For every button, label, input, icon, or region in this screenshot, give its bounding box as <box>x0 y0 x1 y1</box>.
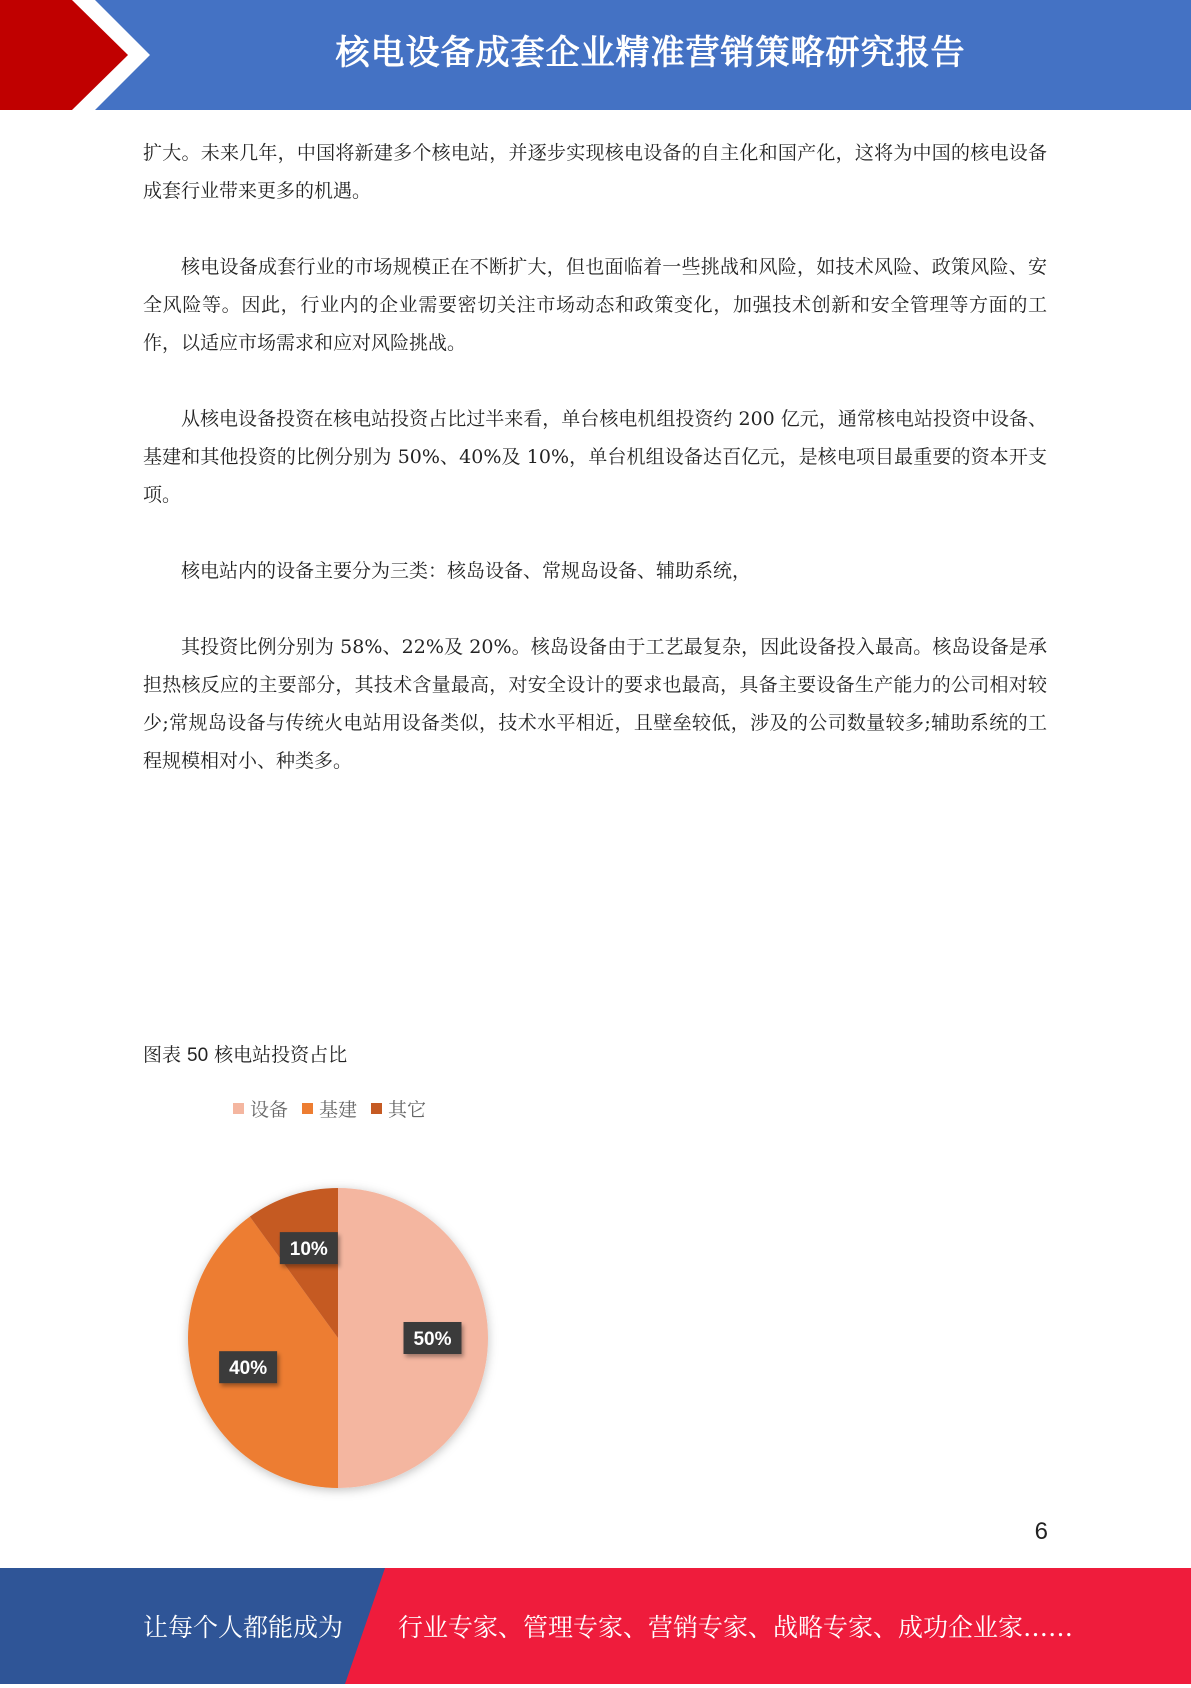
paragraph: 从核电设备投资在核电站投资占比过半来看，单台核电机组投资约 200 亿元，通常核电站投资中设备、基建和其他投资的比例分别为 50%、40%及 10%，单台机组设备达百亿元，是核电项目最重要的资本开支项。 <box>143 408 1047 506</box>
legend-label: 基建 <box>319 1099 358 1121</box>
paragraph: 核电站内的设备主要分为三类：核岛设备、常规岛设备、辅助系统， <box>181 560 752 582</box>
legend-item <box>371 1095 426 1122</box>
caption-number: 50 <box>187 1045 209 1066</box>
page-number: 6 <box>1034 1518 1048 1545</box>
paragraph: 核电设备成套行业的市场规模正在不断扩大，但也面临着一些挑战和风险，如技术风险、政策风险、安全风险等。因此，行业内的企业需要密切关注市场动态和政策变化，加强技术创新和安全管理等方面的工作，以适应市场需求和应对风险挑战。 <box>143 256 1047 354</box>
legend-item <box>302 1095 357 1122</box>
legend-item <box>233 1095 288 1122</box>
legend-swatch <box>302 1103 313 1114</box>
pie-data-label <box>280 1232 338 1264</box>
svg-text:40%: 40% <box>229 1358 268 1380</box>
pie-data-label <box>404 1322 462 1354</box>
svg-text:10%: 10% <box>289 1239 328 1261</box>
body-text <box>143 134 1047 818</box>
pie-data-label <box>219 1351 277 1383</box>
legend-label: 其它 <box>388 1099 427 1121</box>
legend-swatch <box>371 1103 382 1114</box>
svg-text:50%: 50% <box>413 1329 452 1350</box>
footer-slogan-left: 让每个人都能成为 <box>143 1613 344 1642</box>
page-header <box>0 0 1191 110</box>
paragraph: 扩大。未来几年，中国将新建多个核电站，并逐步实现核电设备的自主化和国产化，这将为中国的核电设备成套行业带来更多的机遇。 <box>143 142 1047 202</box>
header-arrow-icon <box>0 0 160 110</box>
caption-title: 核电站投资占比 <box>214 1044 348 1066</box>
footer-slogan-right: 行业专家、管理专家、营销专家、战略专家、成功企业家…… <box>398 1613 1074 1642</box>
report-title: 核电设备成套企业精准营销策略研究报告 <box>335 33 966 73</box>
chart-legend <box>233 1095 426 1122</box>
legend-label: 设备 <box>250 1099 289 1121</box>
caption-prefix: 图表 <box>143 1044 182 1066</box>
pie-chart <box>143 1085 563 1525</box>
figure-caption <box>143 1040 347 1071</box>
legend-swatch <box>233 1103 244 1114</box>
page-footer <box>0 1568 1191 1684</box>
pie-chart-svg <box>143 1085 563 1525</box>
paragraph: 其投资比例分别为 58%、22%及 20%。核岛设备由于工艺最复杂，因此设备投入最高。核岛设备是承担热核反应的主要部分，其技术含量最高，对安全设计的要求也最高，具备主要设备生产能力的公司相对较少;常规岛设备与传统火电站用设备类似，技术水平相近，且壁垒较低，涉及的公司数量较多;辅助系统的工程规模相对小、种类多。 <box>143 636 1047 772</box>
